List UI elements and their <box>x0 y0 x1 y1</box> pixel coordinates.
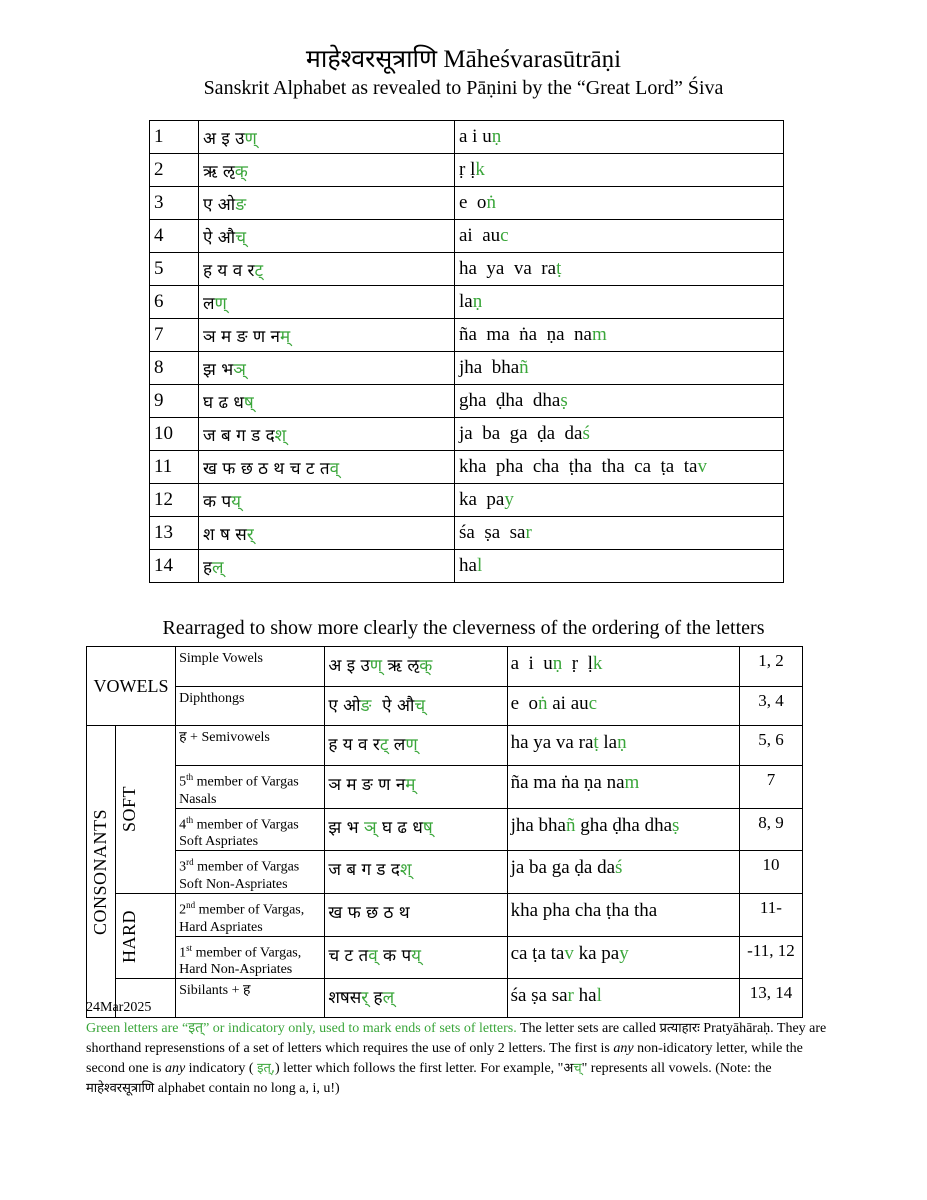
sutra-number: 8 <box>150 352 199 385</box>
indicatory-letter: श् <box>399 860 412 881</box>
sutra-number: 4 <box>150 220 199 253</box>
row-semivowels <box>87 726 803 766</box>
pratyahara-dev: प्रत्याहारः <box>659 1021 700 1036</box>
letters: ka pa <box>573 942 620 964</box>
letters: ज ब ग ड द <box>203 425 275 446</box>
sutra-roman <box>455 550 784 583</box>
indicatory-letter: c <box>500 225 509 246</box>
row-simple-vowels <box>87 647 803 687</box>
sutra-roman <box>455 154 784 187</box>
letters: la <box>459 291 473 312</box>
letters: ख फ छ ठ थ च ट त <box>203 458 330 479</box>
indicatory-letter: ष् <box>243 392 254 413</box>
letters: ṛ ḷ <box>459 159 476 180</box>
letters: e o <box>510 693 538 714</box>
letters: a i u <box>459 126 492 147</box>
sibilants-nums: 13, 14 <box>739 979 802 1018</box>
row-hard-non-aspirates <box>87 936 803 979</box>
letters: श ष स <box>203 524 247 545</box>
indicatory-letter: ṭ <box>556 258 562 279</box>
sutra-devanagari <box>199 154 455 187</box>
soft-non-aspirates-label: 3rd member of Vargas Soft Non-Aspriates <box>176 851 325 894</box>
indicatory-letter: ण् <box>405 735 418 755</box>
indicatory-letter: ङ <box>235 194 247 215</box>
letters: ख फ छ ठ थ <box>328 902 410 923</box>
indicatory-letter: ś <box>615 857 623 879</box>
hard-aspirates-dev <box>325 893 507 936</box>
soft-label: SOFT <box>119 786 140 833</box>
sutra-row <box>150 517 784 550</box>
sutra-number: 9 <box>150 385 199 418</box>
sutra-number: 1 <box>150 121 199 154</box>
sutra-roman <box>455 121 784 154</box>
indicatory-letter: ट् <box>254 260 264 281</box>
soft-aspirates-roman <box>507 808 739 851</box>
indicatory-letter: ङ <box>360 696 372 716</box>
semivowels-roman <box>507 726 739 766</box>
indicatory-letter: m <box>624 772 640 793</box>
sutra-devanagari <box>199 253 455 286</box>
sutra-roman <box>455 253 784 286</box>
indicatory-letter: म् <box>405 775 416 795</box>
sutra-number: 5 <box>150 253 199 286</box>
indicatory-letter: ñ <box>519 357 529 378</box>
indicatory-letter: ञ् <box>233 359 246 380</box>
sibilants-dev <box>325 979 507 1018</box>
soft-non-aspirates-nums: 10 <box>739 851 802 894</box>
hard-label-cell <box>116 893 176 978</box>
indicatory-letter: ṭ <box>593 732 599 753</box>
footer-notes: Green letters are “इत्” or indicatory only, used to mark ends of sets of letters. The letter sets are called प्रत्याहारः Pratyāhāraḥ. They are shorthand represenstions of a set of letters which requires the use of only 2 letters. The first is any non-idicatory letter, while the second one is any indicatory ( इत्,) letter which follows the first letter. For example, "अच्" represents all vowels. (Note: the माहेश्वरसूत्राणि alphabet contain no long a, i, u!) <box>86 1021 827 1096</box>
indicatory-letter: ञ् <box>363 817 377 838</box>
diphthongs-nums: 3, 4 <box>739 687 802 726</box>
consonants-label-cell <box>87 726 116 1018</box>
sutra-number: 14 <box>150 550 199 583</box>
indicatory-letter: म् <box>279 326 291 347</box>
sutra-devanagari <box>199 121 455 154</box>
semivowels-nums: 5, 6 <box>739 726 802 766</box>
sutra-row <box>150 385 784 418</box>
sutra-roman <box>455 220 784 253</box>
title-devanagari: माहेश्वरसूत्राणि <box>305 44 438 73</box>
sutra-number: 13 <box>150 517 199 550</box>
indicatory-letter: ṅ <box>538 693 548 714</box>
letters: ña ma ṅa ṇa na <box>459 324 592 345</box>
sutra-number: 6 <box>150 286 199 319</box>
row-soft-non-aspirates <box>87 851 803 894</box>
sutra-row <box>150 550 784 583</box>
indicatory-letter: श् <box>274 425 287 446</box>
sutra-devanagari <box>199 550 455 583</box>
soft-aspirates-dev <box>325 808 507 851</box>
sutra-row <box>150 484 784 517</box>
letters: kha pha cha ṭha tha ca ṭa ta <box>459 456 698 477</box>
page-title <box>0 42 927 77</box>
indicatory-letter: m <box>591 324 607 345</box>
nasals-dev <box>325 766 507 809</box>
sibilants-roman <box>507 979 739 1018</box>
sutra-roman <box>455 385 784 418</box>
letters: घ ढ ध <box>203 392 244 413</box>
letters: gha ḍha dha <box>459 390 561 411</box>
indicatory-letter: r <box>525 522 532 543</box>
rearranged-table <box>86 646 803 1018</box>
letters: ha <box>573 985 597 1007</box>
simple-vowels-label: Simple Vowels <box>176 647 325 687</box>
diphthongs-dev <box>325 687 507 726</box>
letters: ञ म ङ ण न <box>203 326 280 347</box>
soft-label-cell <box>116 726 176 894</box>
sutra-number: 12 <box>150 484 199 517</box>
hard-non-aspirates-label: 1st member of Vargas, Hard Non-Aspriates <box>176 936 325 979</box>
letters: śa ṣa sa <box>510 985 568 1007</box>
it-dev: इत्, <box>257 1061 276 1076</box>
indicatory-letter: k <box>592 653 603 674</box>
letters: jha bha <box>459 357 520 378</box>
indicatory-letter: ल् <box>212 557 224 578</box>
indicatory-letter: y <box>504 489 514 510</box>
letters: ल <box>203 293 215 314</box>
hard-non-aspirates-nums: -11, 12 <box>739 936 802 979</box>
letters: gha ḍha dha <box>575 814 673 836</box>
indicatory-letter: ṣ <box>672 814 680 836</box>
hard-aspirates-nums: 11- <box>739 893 802 936</box>
sutra-devanagari <box>199 418 455 451</box>
letters: ल <box>388 735 406 755</box>
sutra-devanagari <box>199 352 455 385</box>
letters: अ इ उ <box>203 128 245 149</box>
indicatory-letter: क् <box>419 656 433 676</box>
letters: ज ब ग ड द <box>328 860 400 881</box>
sutra-devanagari <box>199 319 455 352</box>
indicatory-letter: र् <box>361 988 369 1009</box>
indicatory-letter: v <box>564 942 574 964</box>
indicatory-letter: ṇ <box>491 126 502 147</box>
ac-c: च् <box>573 1061 582 1076</box>
letters: झ भ <box>328 817 364 838</box>
letters: ह य व र <box>328 735 380 755</box>
sutra-row <box>150 451 784 484</box>
indicatory-letter: l <box>596 985 602 1007</box>
letters: क प <box>203 491 232 512</box>
sutra-number: 3 <box>150 187 199 220</box>
sutra-roman <box>455 286 784 319</box>
indicatory-letter: ñ <box>565 814 576 836</box>
sutra-devanagari <box>199 451 455 484</box>
sutra-row <box>150 220 784 253</box>
sutra-roman <box>455 319 784 352</box>
letters: अ इ उ <box>328 656 370 676</box>
sutra-number: 10 <box>150 418 199 451</box>
hard-aspirates-label: 2nd member of Vargas, Hard Aspriates <box>176 893 325 936</box>
letters: ha <box>459 555 477 576</box>
indicatory-letter: क् <box>234 161 248 182</box>
letters: ha ya va ra <box>510 732 594 753</box>
sutra-number: 2 <box>150 154 199 187</box>
green-note: Green letters are “इत्” or indicatory only, used to mark ends of sets of letters. <box>86 1021 517 1036</box>
letters: a i u <box>510 653 553 674</box>
sutra-row <box>150 286 784 319</box>
row-soft-aspirates <box>87 808 803 851</box>
sutra-devanagari <box>199 385 455 418</box>
indicatory-letter: ल् <box>382 988 395 1009</box>
letters: ञ म ङ ण न <box>328 775 406 795</box>
indicatory-letter: व् <box>329 458 340 479</box>
letters: ह <box>203 557 213 578</box>
document-date: 24Mar2025 <box>86 1000 152 1015</box>
page-subtitle: Sanskrit Alphabet as revealed to Pāṇini by the “Great Lord” Śiva <box>203 77 724 99</box>
indicatory-letter: ण् <box>214 293 227 314</box>
sutra-row <box>150 418 784 451</box>
hard-non-aspirates-roman <box>507 936 739 979</box>
letters: ऐ औ <box>203 227 236 248</box>
letters: च ट त <box>328 945 369 966</box>
letters: kha pha cha ṭha tha <box>510 899 658 921</box>
indicatory-letter: ṇ <box>617 732 627 753</box>
nasals-label: 5th member of Vargas Nasals <box>176 766 325 809</box>
indicatory-letter: c <box>588 693 598 714</box>
indicatory-letter: r <box>567 985 574 1007</box>
ac-a: अ <box>563 1061 574 1076</box>
diphthongs-roman <box>507 687 739 726</box>
letters: ṛ ḷ <box>562 653 593 674</box>
row-hard-aspirates <box>87 893 803 936</box>
sutra-roman <box>455 451 784 484</box>
indicatory-letter: य् <box>411 945 422 966</box>
sutra-devanagari <box>199 220 455 253</box>
letters: ja ba ga ḍa da <box>510 857 616 879</box>
letters: ऋ ऌ <box>203 161 235 182</box>
indicatory-letter: y <box>619 942 629 964</box>
indicatory-letter: ट् <box>379 735 389 755</box>
indicatory-letter: ण् <box>244 128 257 149</box>
nasals-nums: 7 <box>739 766 802 809</box>
title-roman: Māheśvarasūtrāṇi <box>443 46 622 73</box>
indicatory-letter: च् <box>414 696 426 716</box>
letters: ai au <box>547 693 589 714</box>
sutra-devanagari <box>199 517 455 550</box>
letters: la <box>598 732 618 753</box>
row-nasals <box>87 766 803 809</box>
letters: ca ṭa ta <box>510 942 565 964</box>
soft-non-aspirates-dev <box>325 851 507 894</box>
letters: ha ya va ra <box>459 258 557 279</box>
indicatory-letter: k <box>475 159 485 180</box>
mahesvara-dev: माहेश्वरसूत्राणि <box>86 1081 155 1096</box>
row-sibilants <box>87 979 803 1018</box>
letters: ह य व र <box>203 260 255 281</box>
indicatory-letter: ṅ <box>486 192 496 213</box>
indicatory-letter: ṇ <box>552 653 563 674</box>
sutra-roman <box>455 418 784 451</box>
row-diphthongs <box>87 687 803 726</box>
indicatory-letter: च् <box>235 227 246 248</box>
simple-vowels-roman <box>507 647 739 687</box>
letters: ña ma ṅa ṇa na <box>510 772 625 793</box>
sutra-roman <box>455 352 784 385</box>
sutra-row <box>150 352 784 385</box>
indicatory-letter: ण् <box>369 656 383 676</box>
letters: e o <box>459 192 487 213</box>
sutra-devanagari <box>199 187 455 220</box>
sutra-row <box>150 154 784 187</box>
indicatory-letter: l <box>476 555 483 576</box>
hard-aspirates-roman <box>507 893 739 936</box>
sutra-roman <box>455 484 784 517</box>
letters: ए ओ <box>203 194 236 215</box>
sutra-row <box>150 319 784 352</box>
sutra-table <box>149 120 784 583</box>
semivowels-dev <box>325 726 507 766</box>
indicatory-letter: य् <box>231 491 241 512</box>
indicatory-letter: ś <box>582 423 590 444</box>
hard-label: HARD <box>119 909 140 963</box>
letters: ka pa <box>459 489 505 510</box>
letters: ए ओ <box>328 696 361 716</box>
soft-aspirates-label: 4th member of Vargas Soft Aspriates <box>176 808 325 851</box>
sutra-roman <box>455 187 784 220</box>
letters: ऐ औ <box>371 696 415 716</box>
simple-vowels-nums: 1, 2 <box>739 647 802 687</box>
hard-non-aspirates-dev <box>325 936 507 979</box>
letters: झ भ <box>203 359 234 380</box>
indicatory-letter: व् <box>368 945 378 966</box>
sutra-row <box>150 253 784 286</box>
letters: ऋ ऌ <box>382 656 420 676</box>
sutra-row <box>150 121 784 154</box>
letters: śa ṣa sa <box>459 522 526 543</box>
letters: घ ढ ध <box>376 817 423 838</box>
nasals-roman <box>507 766 739 809</box>
indicatory-letter: v <box>697 456 707 477</box>
sutra-devanagari <box>199 286 455 319</box>
indicatory-letter: ष् <box>422 817 433 838</box>
semivowels-label: ह + Semivowels <box>176 726 325 766</box>
sutra-row <box>150 187 784 220</box>
soft-aspirates-nums: 8, 9 <box>739 808 802 851</box>
consonants-label: CONSONANTS <box>90 808 110 935</box>
letters: jha bha <box>510 814 566 836</box>
indicatory-letter: ṣ <box>560 390 568 411</box>
letters: ह <box>368 988 383 1009</box>
sutra-number: 11 <box>150 451 199 484</box>
rearranged-heading: Rearraged to show more clearly the cleverness of the ordering of the letters <box>162 617 765 639</box>
letters: क प <box>377 945 412 966</box>
vowels-label: VOWELS <box>87 647 176 726</box>
sibilants-label: Sibilants + ह <box>176 979 325 1018</box>
simple-vowels-dev <box>325 647 507 687</box>
indicatory-letter: र् <box>246 524 254 545</box>
letters: शषस <box>328 988 362 1009</box>
sutra-roman <box>455 517 784 550</box>
sutra-number: 7 <box>150 319 199 352</box>
diphthongs-label: Diphthongs <box>176 687 325 726</box>
letters: ai au <box>459 225 501 246</box>
soft-non-aspirates-roman <box>507 851 739 894</box>
letters: ja ba ga ḍa da <box>459 423 583 444</box>
sutra-devanagari <box>199 484 455 517</box>
indicatory-letter: ṇ <box>472 291 483 312</box>
